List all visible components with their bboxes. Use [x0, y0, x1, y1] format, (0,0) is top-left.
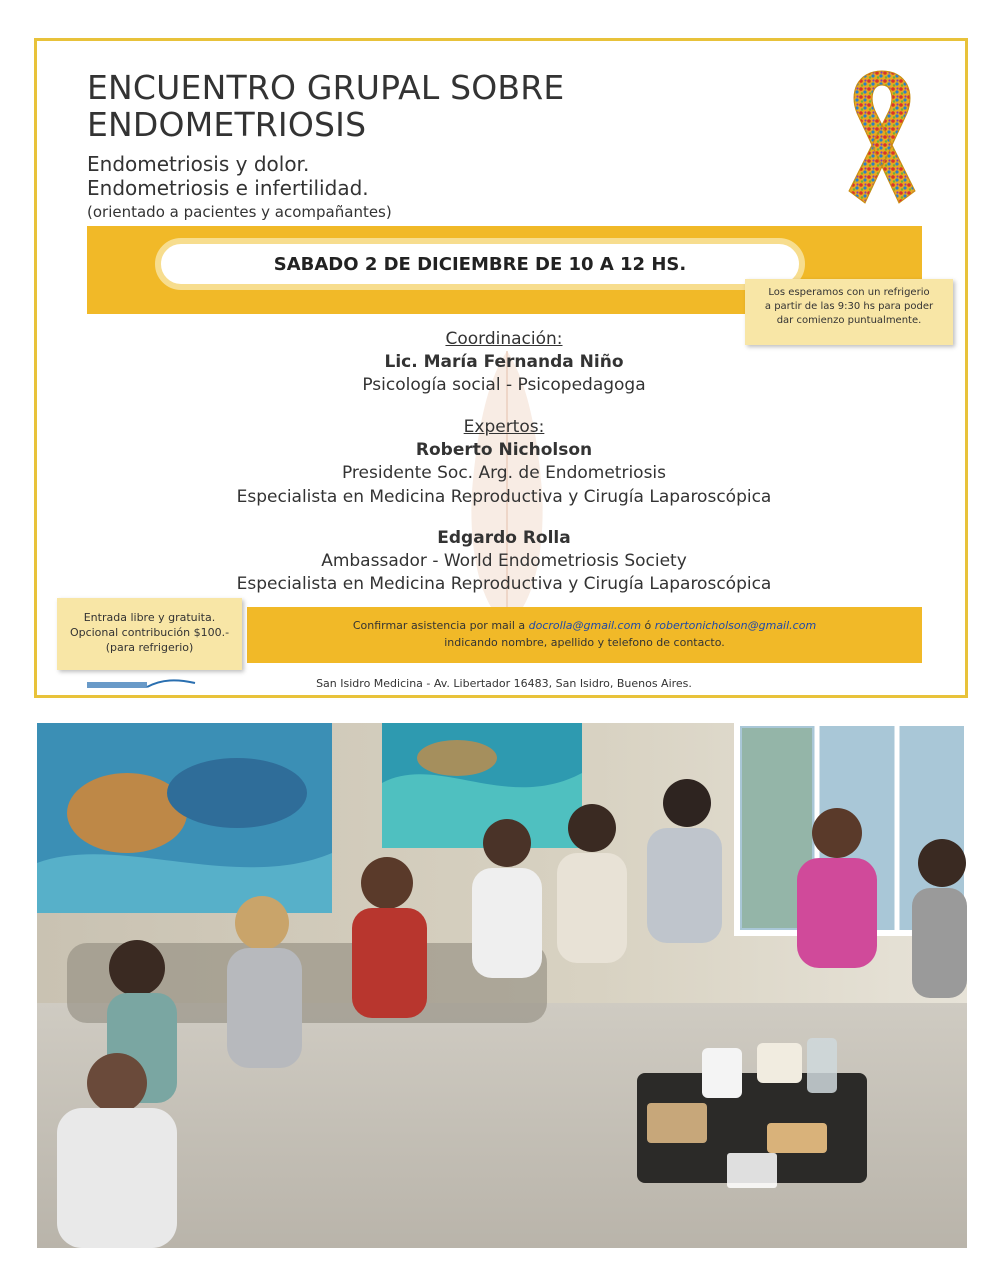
expert-specialty: Especialista en Medicina Reproductiva y Cirugía Laparoscópica [236, 574, 772, 594]
rsvp-instructions: indicando nombre, apellido y telefono de contacto. [444, 636, 725, 649]
audience-note: (orientado a pacientes y acompañantes) [87, 203, 392, 221]
flyer-title [87, 69, 564, 143]
entry-line-1: Entrada libre y gratuita. [83, 611, 216, 624]
entry-note [57, 598, 242, 670]
coordinator-role: Psicología social - Psicopedagoga [362, 375, 646, 395]
email-link[interactable]: robertonicholson@gmail.com [654, 619, 817, 632]
entry-line-3: (para refrigerio) [105, 641, 194, 654]
title-line-2: ENDOMETRIOSIS [87, 105, 367, 144]
subtitle-infertility: Endometriosis e infertilidad. [87, 176, 369, 200]
rsvp-or: ó [641, 619, 655, 632]
painting [382, 723, 582, 848]
event-flyer [34, 38, 968, 698]
rsvp-banner [247, 607, 922, 663]
entry-line-2: Opcional contribución $100.- [69, 626, 230, 639]
expert-name: Edgardo Rolla [437, 528, 571, 548]
painting [37, 723, 332, 913]
group-meeting-photo [37, 723, 967, 1248]
title-line-1: ENCUENTRO GRUPAL SOBRE [87, 68, 565, 107]
coordination-heading: Coordinación: [445, 329, 563, 349]
awareness-ribbon-icon [827, 63, 937, 213]
experts-heading: Expertos: [463, 417, 545, 437]
expert-title: Presidente Soc. Arg. de Endometriosis [341, 463, 667, 483]
expert-name: Roberto Nicholson [415, 440, 593, 460]
refreshment-line-1: Los esperamos con un refrigerio [768, 287, 930, 298]
expert-title: Ambassador - World Endometriosis Society [321, 551, 687, 571]
rsvp-text [247, 617, 922, 651]
rsvp-prefix: Confirmar asistencia por mail a [352, 619, 529, 632]
refreshment-line-2: a partir de las 9:30 hs para poder [764, 301, 934, 312]
email-link[interactable]: docrolla@gmail.com [528, 619, 642, 632]
subtitle-pain: Endometriosis y dolor. [87, 152, 310, 176]
venue-address: San Isidro Medicina - Av. Libertador 16483, San Isidro, Buenos Aires. [316, 677, 692, 690]
coordinator-name: Lic. María Fernanda Niño [384, 352, 624, 372]
refreshment-line-3: dar comienzo puntualmente. [776, 315, 922, 326]
expert-specialty: Especialista en Medicina Reproductiva y Cirugía Laparoscópica [236, 487, 772, 507]
event-date: SABADO 2 DE DICIEMBRE DE 10 A 12 HS. [155, 238, 805, 290]
